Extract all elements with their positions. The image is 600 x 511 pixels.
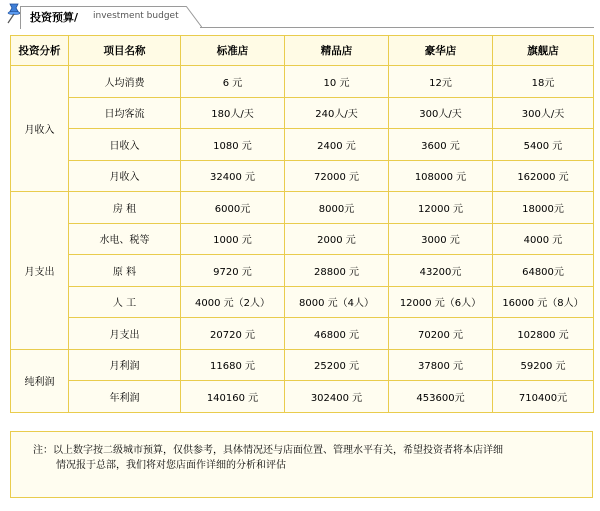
table-cell: 453600元 (389, 381, 493, 413)
table-row (11, 223, 594, 255)
table-row (11, 97, 594, 129)
table-cell: 3600 元 (389, 129, 493, 161)
table-cell: 2000 元 (285, 223, 389, 255)
table-cell: 302400 元 (285, 381, 389, 413)
table-cell: 6000元 (181, 192, 285, 224)
column-header: 精品店 (285, 36, 389, 66)
header-divider (200, 27, 594, 28)
table-row (11, 129, 594, 161)
table-cell: 162000 元 (493, 160, 594, 192)
table-row (11, 349, 594, 381)
tab-corner (180, 6, 202, 28)
table-cell: 140160 元 (181, 381, 285, 413)
table-cell: 46800 元 (285, 318, 389, 350)
table-cell: 300人/天 (389, 97, 493, 129)
table-cell: 180人/天 (181, 97, 285, 129)
table-cell: 18000元 (493, 192, 594, 224)
table-row (11, 286, 594, 318)
table-cell: 1000 元 (181, 223, 285, 255)
column-header: 项目名称 (69, 36, 181, 66)
row-label: 月收入 (69, 160, 181, 192)
table-cell: 8000元 (285, 192, 389, 224)
table-cell: 1080 元 (181, 129, 285, 161)
table-cell: 4000 元（2人） (181, 286, 285, 318)
table-cell: 108000 元 (389, 160, 493, 192)
table-cell: 12000 元（6人） (389, 286, 493, 318)
row-label: 水电、税等 (69, 223, 181, 255)
table-row (11, 318, 594, 350)
table-row (11, 160, 594, 192)
table-cell: 4000 元 (493, 223, 594, 255)
section-label: 月收入 (11, 66, 69, 192)
table-cell: 37800 元 (389, 349, 493, 381)
table-cell: 32400 元 (181, 160, 285, 192)
table-cell: 20720 元 (181, 318, 285, 350)
table-cell: 3000 元 (389, 223, 493, 255)
row-label: 人均消费 (69, 66, 181, 98)
row-label: 人 工 (69, 286, 181, 318)
column-header: 豪华店 (389, 36, 493, 66)
table-cell: 72000 元 (285, 160, 389, 192)
table-cell: 710400元 (493, 381, 594, 413)
column-header: 旗舰店 (493, 36, 594, 66)
table-row (11, 381, 594, 413)
footnote-line: 情况报于总部，我们将对您店面作详细的分析和评估 (56, 460, 286, 471)
row-label: 房 租 (69, 192, 181, 224)
footnote-line: 注：以上数字按二级城市预算，仅供参考，具体情况还与店面位置、管理水平有关，希望投资者将本店详细 (33, 445, 503, 456)
table-cell: 16000 元（8人） (493, 286, 594, 318)
table-cell: 11680 元 (181, 349, 285, 381)
table-row (11, 255, 594, 287)
page-subtitle: investment budget (93, 11, 179, 21)
table-cell: 28800 元 (285, 255, 389, 287)
table-cell: 2400 元 (285, 129, 389, 161)
section-header (0, 0, 600, 28)
table-cell: 12元 (389, 66, 493, 98)
table-cell: 6 元 (181, 66, 285, 98)
row-label: 年利润 (69, 381, 181, 413)
table-cell: 10 元 (285, 66, 389, 98)
budget-table (10, 35, 594, 413)
table-cell: 70200 元 (389, 318, 493, 350)
section-label: 纯利润 (11, 349, 69, 412)
table-cell: 5400 元 (493, 129, 594, 161)
row-label: 日收入 (69, 129, 181, 161)
column-header: 投资分析 (11, 36, 69, 66)
table-cell: 64800元 (493, 255, 594, 287)
table-row (11, 192, 594, 224)
table-cell: 240人/天 (285, 97, 389, 129)
table-cell: 102800 元 (493, 318, 594, 350)
page-title: 投资预算/ (30, 11, 79, 24)
table-cell: 59200 元 (493, 349, 594, 381)
table-header-row (11, 36, 594, 66)
row-label: 月支出 (69, 318, 181, 350)
table-cell: 18元 (493, 66, 594, 98)
table-cell: 300人/天 (493, 97, 594, 129)
footnote-box (10, 431, 593, 498)
table-cell: 8000 元（4人） (285, 286, 389, 318)
table-cell: 12000 元 (389, 192, 493, 224)
table-cell: 43200元 (389, 255, 493, 287)
table-cell: 9720 元 (181, 255, 285, 287)
table-cell: 25200 元 (285, 349, 389, 381)
row-label: 原 料 (69, 255, 181, 287)
table-row (11, 66, 594, 98)
row-label: 日均客流 (69, 97, 181, 129)
column-header: 标准店 (181, 36, 285, 66)
row-label: 月利润 (69, 349, 181, 381)
section-label: 月支出 (11, 192, 69, 350)
